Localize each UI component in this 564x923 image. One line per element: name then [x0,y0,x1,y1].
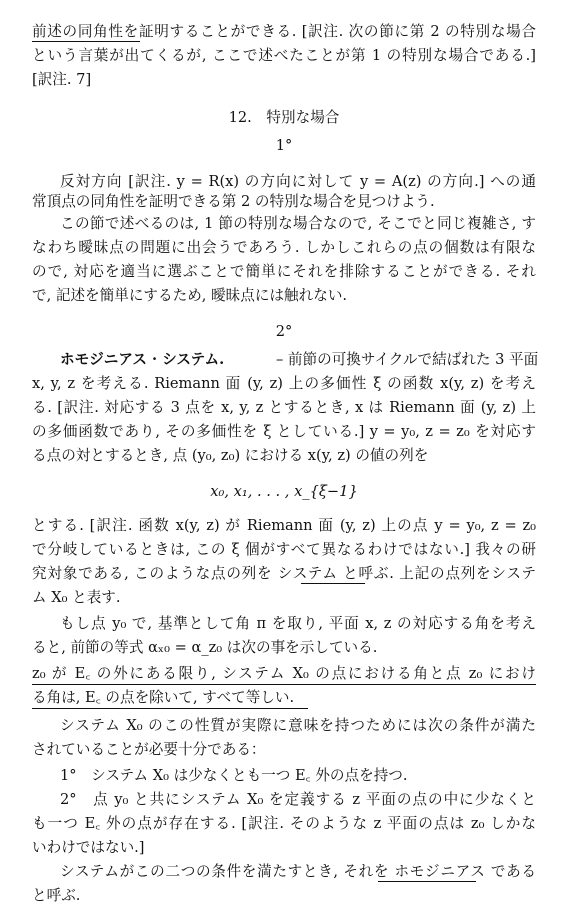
text-line: とする. [訳注. 函数 x(y, z) が Riemann 面 (y, z) 上の点 y = y₀, z = z₀ [32,517,536,534]
text-line: ム X₀ と表す. [32,589,121,606]
paragraph-heading: ホモジニアス · システム. [60,351,225,368]
text-line: なわち曖昧点の問題に出会うであろう. しかしこれらの点の個数は有限な [32,239,536,256]
subsection-number: 1° [275,137,293,154]
text-line: も一つ E꜀ 外の点が存在する. [訳注. そのような z 平面の点は z₀ しかな [32,815,536,832]
section-heading: 12. 特別な場合 [228,109,340,126]
text-line: いわけではない.] [32,839,145,856]
text-line: この節で述べるのは, 1 節の特別な場合なので, そこでと同じ複雑さ, す [60,215,536,232]
display-formula: x₀, x₁, . . . , x_{ξ−1} [210,483,358,500]
text-line: されていることが必要十分である： [32,741,266,758]
text-line: 究対象である, このような点の列を システム と呼ぶ. 上記の点列をシステ [32,565,536,582]
text-line: ると, 前節の等式 αₓ₀ = α_z₀ は次の事を示している. [32,639,378,656]
text-line: の多価函数であり, その多価性を ξ としている.] y = y₀, z = z₀ を対応す [32,423,536,440]
text-line: システム X₀ のこの性質が実際に意味を持つためには次の条件が満た [60,717,536,734]
text-line: [訳注. 7] [32,71,92,88]
text-line: で, 記述を簡単にするため, 曖昧点には触れない. [32,287,348,304]
list-item: 1° システム X₀ は少なくとも一つ E꜀ 外の点を持つ. [60,767,408,784]
text-line: ので, 対応を適当に選ぶことで簡単にそれを排除することができる. それ [32,263,536,280]
underline-rule [32,41,140,42]
text-line: る点の対とするとき, 点 (y₀, z₀) における x(y, z) の値の列を [32,447,429,464]
text-line: – 前節の可換サイクルで結ばれた 3 平面 [276,351,539,368]
text-line: る. [訳注. 対応する 3 点を x, y, z とするとき, x は Riemann 面 (y, z) 上 [32,399,536,416]
text-line: 反対方向 [訳注. y = R(x) の方向に対して y = A(z) の方向.] への通 [60,173,536,190]
underline-rule [32,684,536,685]
list-item: 2° 点 y₀ と共にシステム X₀ を定義する z 平面の点の中に少なくと [60,791,536,808]
text-line: る角は, E꜀ の点を除いて, すべて等しい. [32,689,295,706]
underline-rule [301,583,365,584]
text-line: で分岐しているときは, この ξ 個がすべて異なるわけではない.] 我々の研 [32,541,536,558]
text-line: z₀ が E꜀ の外にある限り, システム X₀ の点における角と点 z₀ におけ [32,665,536,682]
underline-rule [32,708,308,709]
text-line: 常頂点の同角性を証明できる第 2 の特別な場合を見つけよう. [32,193,435,210]
text-line: システムがこの二つの条件を満たすとき, それを ホモジニアス である [60,863,536,880]
text-line: と呼ぶ. [32,887,81,904]
text-line: 前述の同角性を証明することができる. [訳注. 次の節に第 2 の特別な場合 [32,23,536,40]
text-line: もし点 y₀ で, 基準として角 π を取り, 平面 x, z の対応する角を考え [60,615,536,632]
subsection-number: 2° [275,323,293,340]
text-line: x, y, z を考える. Riemann 面 (y, z) 上の多価性 ξ の函数 x(y, z) を考え [32,375,536,392]
underline-rule [378,881,476,882]
text-line: という言葉が出てくるが, ここで述べたことが第 1 の特別な場合である.] [32,47,536,64]
